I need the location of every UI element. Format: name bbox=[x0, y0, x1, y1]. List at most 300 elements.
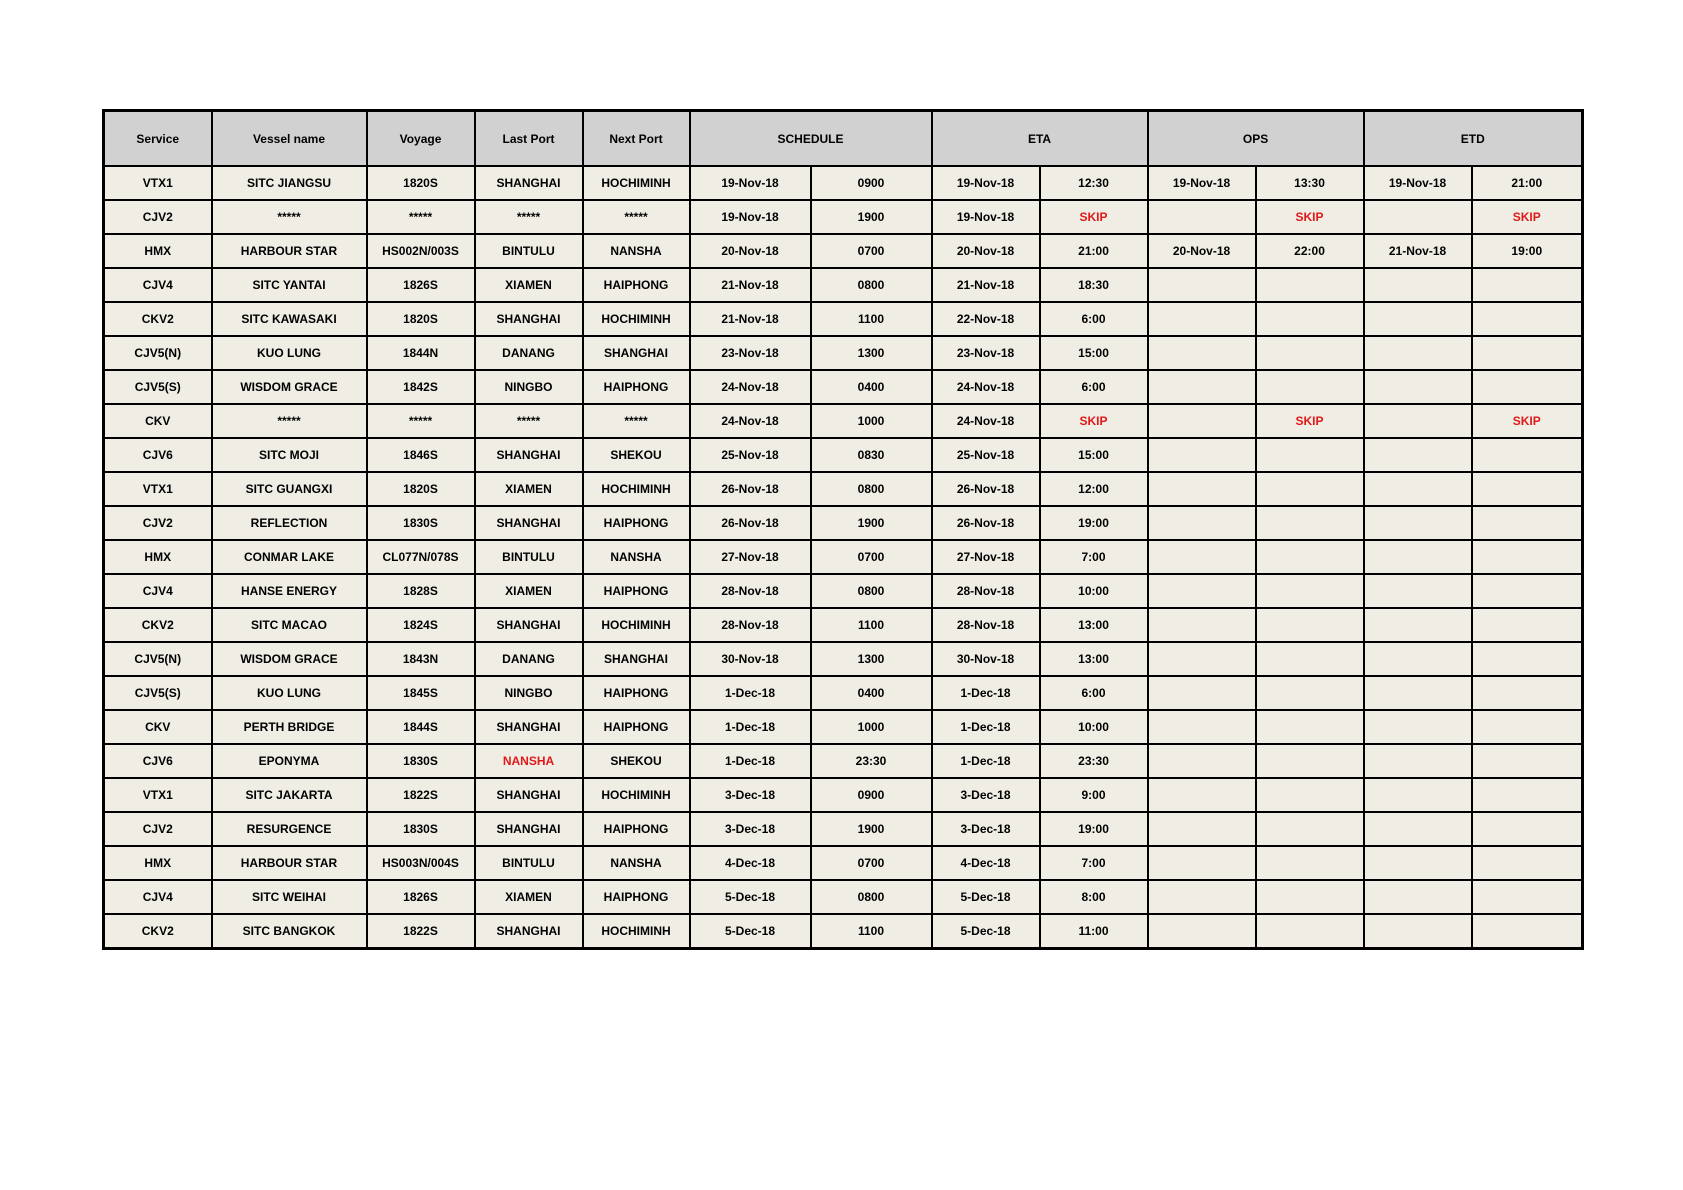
etd-time-cell bbox=[1472, 642, 1583, 676]
ops-time-cell bbox=[1256, 336, 1364, 370]
schedule-time-cell: 1900 bbox=[811, 812, 932, 846]
eta-date-cell: 26-Nov-18 bbox=[932, 506, 1040, 540]
table-row bbox=[104, 302, 1583, 336]
voyage-cell: 1843N bbox=[367, 642, 475, 676]
etd-date-cell bbox=[1364, 778, 1472, 812]
etd-time-cell bbox=[1472, 914, 1583, 949]
table-row bbox=[104, 846, 1583, 880]
table-row bbox=[104, 710, 1583, 744]
schedule-time-cell: 1100 bbox=[811, 608, 932, 642]
ops-time-cell bbox=[1256, 710, 1364, 744]
schedule-time-cell: 0830 bbox=[811, 438, 932, 472]
etd-date-cell bbox=[1364, 744, 1472, 778]
next-port-cell: HAIPHONG bbox=[583, 710, 690, 744]
schedule-date-cell: 25-Nov-18 bbox=[690, 438, 811, 472]
service-cell: CKV bbox=[104, 710, 212, 744]
header-ops: OPS bbox=[1148, 111, 1364, 167]
eta-time-cell: 10:00 bbox=[1040, 574, 1148, 608]
schedule-date-cell: 24-Nov-18 bbox=[690, 370, 811, 404]
last-port-cell: ***** bbox=[475, 200, 583, 234]
etd-time-cell bbox=[1472, 472, 1583, 506]
service-cell: CJV2 bbox=[104, 812, 212, 846]
schedule-time-cell: 0400 bbox=[811, 370, 932, 404]
ops-time-cell bbox=[1256, 574, 1364, 608]
etd-date-cell bbox=[1364, 642, 1472, 676]
table-row bbox=[104, 642, 1583, 676]
etd-time-cell bbox=[1472, 574, 1583, 608]
header-row bbox=[104, 111, 1583, 167]
next-port-cell: HOCHIMINH bbox=[583, 472, 690, 506]
eta-date-cell: 3-Dec-18 bbox=[932, 812, 1040, 846]
voyage-cell: 1824S bbox=[367, 608, 475, 642]
schedule-time-cell: 0700 bbox=[811, 540, 932, 574]
ops-time-cell bbox=[1256, 880, 1364, 914]
schedule-time-cell: 0900 bbox=[811, 166, 932, 200]
voyage-cell: 1820S bbox=[367, 302, 475, 336]
etd-date-cell bbox=[1364, 574, 1472, 608]
vessel-name-cell: WISDOM GRACE bbox=[212, 370, 367, 404]
table-row bbox=[104, 914, 1583, 949]
next-port-cell: HAIPHONG bbox=[583, 880, 690, 914]
schedule-date-cell: 21-Nov-18 bbox=[690, 302, 811, 336]
last-port-cell: SHANGHAI bbox=[475, 166, 583, 200]
etd-time-cell bbox=[1472, 540, 1583, 574]
vessel-name-cell: ***** bbox=[212, 200, 367, 234]
vessel-name-cell: SITC MACAO bbox=[212, 608, 367, 642]
eta-time-cell: 15:00 bbox=[1040, 438, 1148, 472]
schedule-time-cell: 1300 bbox=[811, 642, 932, 676]
etd-time-cell bbox=[1472, 268, 1583, 302]
table-row bbox=[104, 880, 1583, 914]
ops-date-cell bbox=[1148, 710, 1256, 744]
table-row bbox=[104, 438, 1583, 472]
last-port-cell: NINGBO bbox=[475, 676, 583, 710]
vessel-name-cell: CONMAR LAKE bbox=[212, 540, 367, 574]
vessel-name-cell: PERTH BRIDGE bbox=[212, 710, 367, 744]
schedule-date-cell: 1-Dec-18 bbox=[690, 744, 811, 778]
eta-date-cell: 19-Nov-18 bbox=[932, 200, 1040, 234]
vessel-name-cell: HANSE ENERGY bbox=[212, 574, 367, 608]
next-port-cell: SHEKOU bbox=[583, 438, 690, 472]
eta-date-cell: 24-Nov-18 bbox=[932, 404, 1040, 438]
service-cell: CJV5(N) bbox=[104, 336, 212, 370]
eta-date-cell: 5-Dec-18 bbox=[932, 880, 1040, 914]
vessel-name-cell: EPONYMA bbox=[212, 744, 367, 778]
ops-time-cell bbox=[1256, 268, 1364, 302]
etd-time-cell bbox=[1472, 880, 1583, 914]
etd-date-cell bbox=[1364, 302, 1472, 336]
etd-date-cell bbox=[1364, 336, 1472, 370]
eta-time-cell: 15:00 bbox=[1040, 336, 1148, 370]
ops-time-cell: SKIP bbox=[1256, 200, 1364, 234]
schedule-time-cell: 1000 bbox=[811, 404, 932, 438]
schedule-time-cell: 0900 bbox=[811, 778, 932, 812]
table-row bbox=[104, 472, 1583, 506]
ops-date-cell: 19-Nov-18 bbox=[1148, 166, 1256, 200]
last-port-cell: XIAMEN bbox=[475, 268, 583, 302]
ops-date-cell bbox=[1148, 506, 1256, 540]
schedule-time-cell: 0700 bbox=[811, 234, 932, 268]
etd-time-cell bbox=[1472, 302, 1583, 336]
etd-date-cell bbox=[1364, 880, 1472, 914]
etd-time-cell: SKIP bbox=[1472, 404, 1583, 438]
service-cell: HMX bbox=[104, 846, 212, 880]
eta-date-cell: 5-Dec-18 bbox=[932, 914, 1040, 949]
header-last-port: Last Port bbox=[475, 111, 583, 167]
header-voyage: Voyage bbox=[367, 111, 475, 167]
vessel-name-cell: SITC KAWASAKI bbox=[212, 302, 367, 336]
schedule-time-cell: 1900 bbox=[811, 506, 932, 540]
last-port-cell: SHANGHAI bbox=[475, 914, 583, 949]
etd-time-cell bbox=[1472, 506, 1583, 540]
next-port-cell: HOCHIMINH bbox=[583, 302, 690, 336]
header-eta: ETA bbox=[932, 111, 1148, 167]
eta-time-cell: 13:00 bbox=[1040, 608, 1148, 642]
header-etd: ETD bbox=[1364, 111, 1583, 167]
table-header bbox=[104, 111, 1583, 167]
etd-date-cell bbox=[1364, 710, 1472, 744]
service-cell: CJV5(S) bbox=[104, 676, 212, 710]
table-row bbox=[104, 676, 1583, 710]
ops-date-cell bbox=[1148, 880, 1256, 914]
ops-time-cell: 22:00 bbox=[1256, 234, 1364, 268]
schedule-date-cell: 26-Nov-18 bbox=[690, 506, 811, 540]
etd-time-cell bbox=[1472, 846, 1583, 880]
schedule-time-cell: 0800 bbox=[811, 880, 932, 914]
vessel-name-cell: SITC YANTAI bbox=[212, 268, 367, 302]
eta-date-cell: 28-Nov-18 bbox=[932, 574, 1040, 608]
service-cell: CJV6 bbox=[104, 438, 212, 472]
ops-time-cell bbox=[1256, 642, 1364, 676]
etd-date-cell bbox=[1364, 200, 1472, 234]
voyage-cell: 1845S bbox=[367, 676, 475, 710]
ops-time-cell: 13:30 bbox=[1256, 166, 1364, 200]
service-cell: CJV4 bbox=[104, 880, 212, 914]
etd-time-cell bbox=[1472, 336, 1583, 370]
voyage-cell: 1820S bbox=[367, 166, 475, 200]
etd-date-cell: 19-Nov-18 bbox=[1364, 166, 1472, 200]
last-port-cell: SHANGHAI bbox=[475, 302, 583, 336]
voyage-cell: 1844N bbox=[367, 336, 475, 370]
vessel-name-cell: RESURGENCE bbox=[212, 812, 367, 846]
last-port-cell: XIAMEN bbox=[475, 472, 583, 506]
voyage-cell: 1822S bbox=[367, 914, 475, 949]
ops-time-cell bbox=[1256, 812, 1364, 846]
service-cell: CKV bbox=[104, 404, 212, 438]
table-row bbox=[104, 744, 1583, 778]
etd-time-cell bbox=[1472, 812, 1583, 846]
schedule-date-cell: 19-Nov-18 bbox=[690, 166, 811, 200]
vessel-name-cell: SITC JIANGSU bbox=[212, 166, 367, 200]
ops-time-cell bbox=[1256, 744, 1364, 778]
vessel-name-cell: ***** bbox=[212, 404, 367, 438]
ops-date-cell bbox=[1148, 302, 1256, 336]
table-row bbox=[104, 812, 1583, 846]
vessel-name-cell: SITC MOJI bbox=[212, 438, 367, 472]
next-port-cell: NANSHA bbox=[583, 846, 690, 880]
schedule-date-cell: 30-Nov-18 bbox=[690, 642, 811, 676]
service-cell: VTX1 bbox=[104, 166, 212, 200]
eta-time-cell: SKIP bbox=[1040, 200, 1148, 234]
next-port-cell: SHEKOU bbox=[583, 744, 690, 778]
eta-time-cell: 13:00 bbox=[1040, 642, 1148, 676]
eta-time-cell: 12:30 bbox=[1040, 166, 1148, 200]
etd-time-cell bbox=[1472, 438, 1583, 472]
eta-date-cell: 26-Nov-18 bbox=[932, 472, 1040, 506]
etd-date-cell bbox=[1364, 608, 1472, 642]
ops-time-cell bbox=[1256, 778, 1364, 812]
ops-date-cell bbox=[1148, 608, 1256, 642]
schedule-time-cell: 1900 bbox=[811, 200, 932, 234]
voyage-cell: 1820S bbox=[367, 472, 475, 506]
next-port-cell: HOCHIMINH bbox=[583, 778, 690, 812]
table-body bbox=[104, 166, 1583, 949]
voyage-cell: 1828S bbox=[367, 574, 475, 608]
voyage-cell: 1826S bbox=[367, 880, 475, 914]
last-port-cell: SHANGHAI bbox=[475, 608, 583, 642]
etd-time-cell bbox=[1472, 778, 1583, 812]
last-port-cell: DANANG bbox=[475, 336, 583, 370]
ops-time-cell bbox=[1256, 370, 1364, 404]
schedule-time-cell: 1000 bbox=[811, 710, 932, 744]
etd-date-cell bbox=[1364, 846, 1472, 880]
eta-date-cell: 25-Nov-18 bbox=[932, 438, 1040, 472]
vessel-name-cell: HARBOUR STAR bbox=[212, 234, 367, 268]
eta-time-cell: SKIP bbox=[1040, 404, 1148, 438]
service-cell: CJV2 bbox=[104, 200, 212, 234]
ops-date-cell bbox=[1148, 472, 1256, 506]
next-port-cell: HAIPHONG bbox=[583, 370, 690, 404]
voyage-cell: ***** bbox=[367, 404, 475, 438]
eta-time-cell: 6:00 bbox=[1040, 676, 1148, 710]
ops-date-cell: 20-Nov-18 bbox=[1148, 234, 1256, 268]
service-cell: CKV2 bbox=[104, 302, 212, 336]
schedule-time-cell: 0700 bbox=[811, 846, 932, 880]
schedule-date-cell: 23-Nov-18 bbox=[690, 336, 811, 370]
etd-time-cell bbox=[1472, 710, 1583, 744]
ops-date-cell bbox=[1148, 778, 1256, 812]
service-cell: CJV4 bbox=[104, 268, 212, 302]
vessel-name-cell: KUO LUNG bbox=[212, 676, 367, 710]
schedule-date-cell: 20-Nov-18 bbox=[690, 234, 811, 268]
schedule-time-cell: 1100 bbox=[811, 302, 932, 336]
eta-time-cell: 21:00 bbox=[1040, 234, 1148, 268]
etd-date-cell bbox=[1364, 370, 1472, 404]
etd-time-cell: 21:00 bbox=[1472, 166, 1583, 200]
schedule-date-cell: 3-Dec-18 bbox=[690, 778, 811, 812]
schedule-time-cell: 0800 bbox=[811, 574, 932, 608]
last-port-cell: SHANGHAI bbox=[475, 710, 583, 744]
table-row bbox=[104, 200, 1583, 234]
voyage-cell: 1826S bbox=[367, 268, 475, 302]
last-port-cell: DANANG bbox=[475, 642, 583, 676]
header-service: Service bbox=[104, 111, 212, 167]
schedule-date-cell: 5-Dec-18 bbox=[690, 914, 811, 949]
etd-time-cell: SKIP bbox=[1472, 200, 1583, 234]
etd-date-cell bbox=[1364, 438, 1472, 472]
eta-date-cell: 3-Dec-18 bbox=[932, 778, 1040, 812]
next-port-cell: NANSHA bbox=[583, 540, 690, 574]
table-row bbox=[104, 540, 1583, 574]
vessel-schedule-table bbox=[102, 109, 1584, 950]
schedule-time-cell: 1300 bbox=[811, 336, 932, 370]
eta-time-cell: 8:00 bbox=[1040, 880, 1148, 914]
table-row bbox=[104, 574, 1583, 608]
service-cell: VTX1 bbox=[104, 472, 212, 506]
etd-date-cell: 21-Nov-18 bbox=[1364, 234, 1472, 268]
next-port-cell: HAIPHONG bbox=[583, 574, 690, 608]
eta-date-cell: 21-Nov-18 bbox=[932, 268, 1040, 302]
ops-date-cell bbox=[1148, 540, 1256, 574]
header-schedule: SCHEDULE bbox=[690, 111, 932, 167]
ops-date-cell bbox=[1148, 676, 1256, 710]
service-cell: CKV2 bbox=[104, 914, 212, 949]
voyage-cell: 1822S bbox=[367, 778, 475, 812]
vessel-name-cell: SITC BANGKOK bbox=[212, 914, 367, 949]
etd-time-cell bbox=[1472, 370, 1583, 404]
ops-date-cell bbox=[1148, 438, 1256, 472]
next-port-cell: ***** bbox=[583, 200, 690, 234]
vessel-name-cell: WISDOM GRACE bbox=[212, 642, 367, 676]
next-port-cell: HAIPHONG bbox=[583, 268, 690, 302]
service-cell: CJV4 bbox=[104, 574, 212, 608]
ops-time-cell bbox=[1256, 676, 1364, 710]
eta-time-cell: 23:30 bbox=[1040, 744, 1148, 778]
etd-date-cell bbox=[1364, 540, 1472, 574]
service-cell: CJV2 bbox=[104, 506, 212, 540]
etd-date-cell bbox=[1364, 676, 1472, 710]
ops-date-cell bbox=[1148, 370, 1256, 404]
eta-date-cell: 24-Nov-18 bbox=[932, 370, 1040, 404]
last-port-cell: BINTULU bbox=[475, 234, 583, 268]
next-port-cell: HOCHIMINH bbox=[583, 608, 690, 642]
ops-time-cell bbox=[1256, 540, 1364, 574]
header-next-port: Next Port bbox=[583, 111, 690, 167]
next-port-cell: HAIPHONG bbox=[583, 676, 690, 710]
table-row bbox=[104, 506, 1583, 540]
last-port-cell: NINGBO bbox=[475, 370, 583, 404]
etd-time-cell bbox=[1472, 744, 1583, 778]
eta-time-cell: 10:00 bbox=[1040, 710, 1148, 744]
ops-time-cell bbox=[1256, 302, 1364, 336]
eta-time-cell: 19:00 bbox=[1040, 506, 1148, 540]
vessel-name-cell: SITC WEIHAI bbox=[212, 880, 367, 914]
schedule-time-cell: 0800 bbox=[811, 472, 932, 506]
voyage-cell: CL077N/078S bbox=[367, 540, 475, 574]
eta-date-cell: 1-Dec-18 bbox=[932, 710, 1040, 744]
ops-time-cell bbox=[1256, 608, 1364, 642]
table-row bbox=[104, 778, 1583, 812]
eta-time-cell: 6:00 bbox=[1040, 370, 1148, 404]
table-row bbox=[104, 336, 1583, 370]
voyage-cell: 1830S bbox=[367, 506, 475, 540]
next-port-cell: NANSHA bbox=[583, 234, 690, 268]
next-port-cell: HOCHIMINH bbox=[583, 914, 690, 949]
eta-time-cell: 7:00 bbox=[1040, 846, 1148, 880]
etd-date-cell bbox=[1364, 404, 1472, 438]
eta-date-cell: 27-Nov-18 bbox=[932, 540, 1040, 574]
eta-date-cell: 30-Nov-18 bbox=[932, 642, 1040, 676]
schedule-time-cell: 1100 bbox=[811, 914, 932, 949]
ops-date-cell bbox=[1148, 268, 1256, 302]
last-port-cell: NANSHA bbox=[475, 744, 583, 778]
schedule-date-cell: 24-Nov-18 bbox=[690, 404, 811, 438]
voyage-cell: 1846S bbox=[367, 438, 475, 472]
schedule-date-cell: 1-Dec-18 bbox=[690, 676, 811, 710]
table-row bbox=[104, 234, 1583, 268]
schedule-date-cell: 3-Dec-18 bbox=[690, 812, 811, 846]
schedule-time-cell: 0800 bbox=[811, 268, 932, 302]
next-port-cell: SHANGHAI bbox=[583, 642, 690, 676]
eta-date-cell: 23-Nov-18 bbox=[932, 336, 1040, 370]
voyage-cell: 1830S bbox=[367, 812, 475, 846]
schedule-date-cell: 5-Dec-18 bbox=[690, 880, 811, 914]
etd-date-cell bbox=[1364, 472, 1472, 506]
ops-time-cell bbox=[1256, 846, 1364, 880]
eta-time-cell: 18:30 bbox=[1040, 268, 1148, 302]
vessel-name-cell: REFLECTION bbox=[212, 506, 367, 540]
schedule-date-cell: 28-Nov-18 bbox=[690, 608, 811, 642]
last-port-cell: SHANGHAI bbox=[475, 506, 583, 540]
voyage-cell: 1842S bbox=[367, 370, 475, 404]
etd-date-cell bbox=[1364, 914, 1472, 949]
table-row bbox=[104, 268, 1583, 302]
last-port-cell: ***** bbox=[475, 404, 583, 438]
table-row bbox=[104, 166, 1583, 200]
table-row bbox=[104, 404, 1583, 438]
eta-date-cell: 1-Dec-18 bbox=[932, 744, 1040, 778]
ops-time-cell bbox=[1256, 506, 1364, 540]
next-port-cell: HAIPHONG bbox=[583, 506, 690, 540]
eta-time-cell: 6:00 bbox=[1040, 302, 1148, 336]
schedule-date-cell: 27-Nov-18 bbox=[690, 540, 811, 574]
last-port-cell: BINTULU bbox=[475, 540, 583, 574]
eta-date-cell: 20-Nov-18 bbox=[932, 234, 1040, 268]
eta-date-cell: 22-Nov-18 bbox=[932, 302, 1040, 336]
table-row bbox=[104, 370, 1583, 404]
eta-time-cell: 7:00 bbox=[1040, 540, 1148, 574]
header-vessel-name: Vessel name bbox=[212, 111, 367, 167]
ops-date-cell bbox=[1148, 336, 1256, 370]
ops-date-cell bbox=[1148, 812, 1256, 846]
ops-date-cell bbox=[1148, 642, 1256, 676]
etd-date-cell bbox=[1364, 506, 1472, 540]
eta-time-cell: 19:00 bbox=[1040, 812, 1148, 846]
eta-time-cell: 12:00 bbox=[1040, 472, 1148, 506]
last-port-cell: XIAMEN bbox=[475, 574, 583, 608]
eta-date-cell: 28-Nov-18 bbox=[932, 608, 1040, 642]
etd-time-cell bbox=[1472, 608, 1583, 642]
ops-time-cell: SKIP bbox=[1256, 404, 1364, 438]
vessel-name-cell: SITC JAKARTA bbox=[212, 778, 367, 812]
ops-date-cell bbox=[1148, 200, 1256, 234]
service-cell: CJV5(N) bbox=[104, 642, 212, 676]
etd-time-cell bbox=[1472, 676, 1583, 710]
service-cell: CKV2 bbox=[104, 608, 212, 642]
eta-date-cell: 4-Dec-18 bbox=[932, 846, 1040, 880]
service-cell: CJV6 bbox=[104, 744, 212, 778]
service-cell: VTX1 bbox=[104, 778, 212, 812]
schedule-date-cell: 26-Nov-18 bbox=[690, 472, 811, 506]
ops-time-cell bbox=[1256, 914, 1364, 949]
schedule-time-cell: 0400 bbox=[811, 676, 932, 710]
schedule-time-cell: 23:30 bbox=[811, 744, 932, 778]
eta-time-cell: 11:00 bbox=[1040, 914, 1148, 949]
voyage-cell: 1830S bbox=[367, 744, 475, 778]
schedule-date-cell: 4-Dec-18 bbox=[690, 846, 811, 880]
voyage-cell: HS002N/003S bbox=[367, 234, 475, 268]
schedule-date-cell: 21-Nov-18 bbox=[690, 268, 811, 302]
